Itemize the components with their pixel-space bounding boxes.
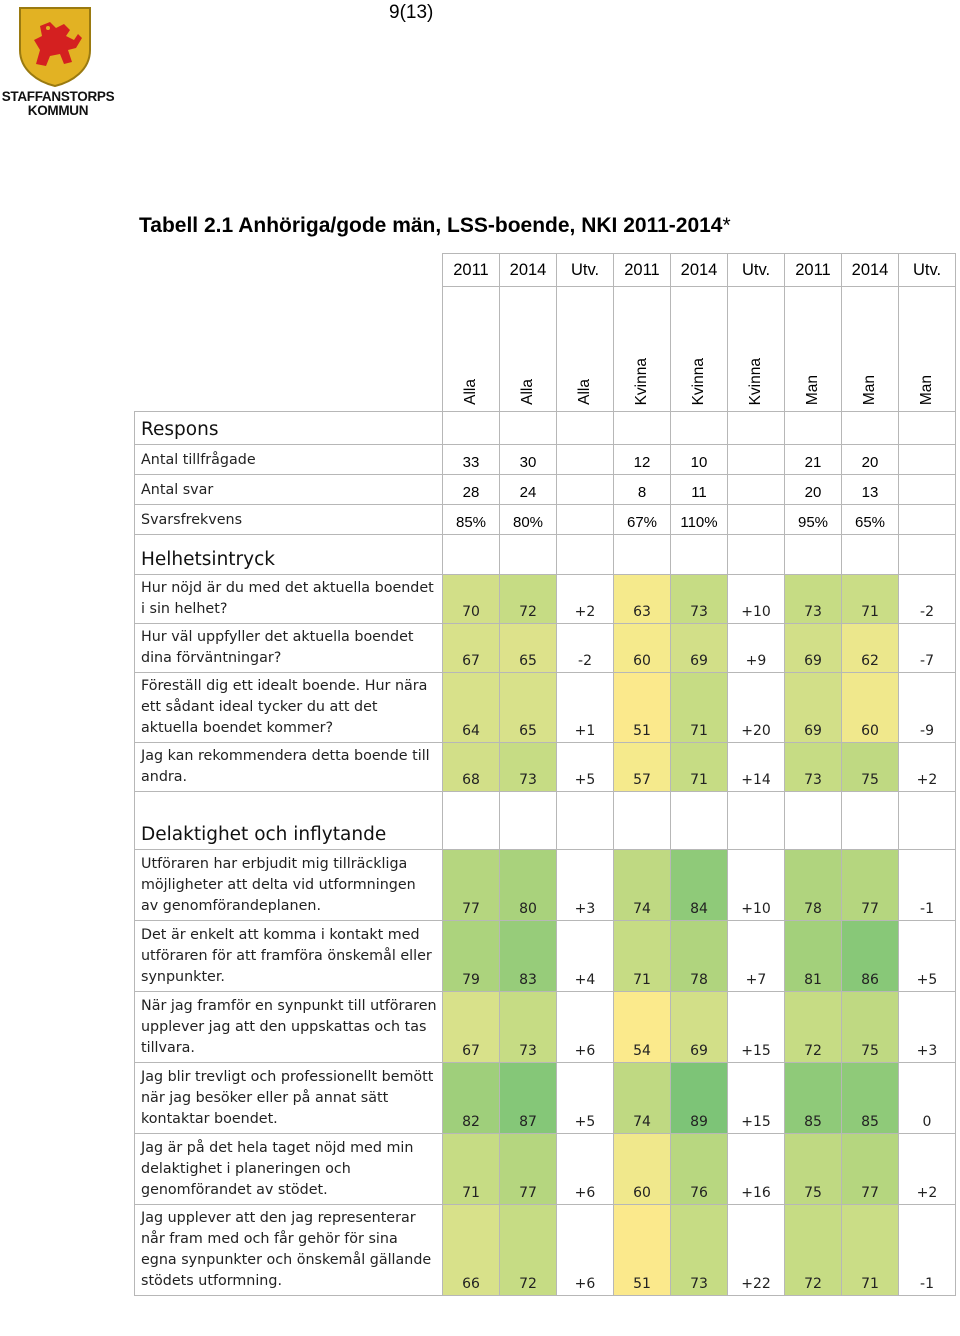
year-header: 2014 <box>500 254 557 287</box>
empty-cell <box>671 412 728 445</box>
table-row <box>135 505 956 535</box>
group-header <box>842 287 899 412</box>
score-cell: 67 <box>443 624 500 673</box>
score-cell: 77 <box>842 1134 899 1205</box>
score-cell: 82 <box>443 1063 500 1134</box>
score-cell: 69 <box>785 624 842 673</box>
score-cell: 68 <box>443 743 500 792</box>
section-title: Delaktighet och inflytande <box>135 792 443 850</box>
score-cell: 84 <box>671 850 728 921</box>
table-row <box>135 1063 956 1134</box>
score-cell: +2 <box>557 575 614 624</box>
score-cell: -7 <box>899 624 956 673</box>
count-cell <box>899 505 956 535</box>
score-cell: +9 <box>728 624 785 673</box>
score-cell: +16 <box>728 1134 785 1205</box>
table-row <box>135 743 956 792</box>
score-cell: 66 <box>443 1205 500 1296</box>
count-cell: 11 <box>671 475 728 505</box>
year-header: 2014 <box>842 254 899 287</box>
group-header-label: Man <box>804 374 821 405</box>
score-cell: +10 <box>728 575 785 624</box>
year-header: 2011 <box>785 254 842 287</box>
table-row <box>135 992 956 1063</box>
empty-cell <box>671 792 728 850</box>
score-cell: 71 <box>614 921 671 992</box>
score-cell: 60 <box>614 624 671 673</box>
table-title-text: Tabell 2.1 Anhöriga/gode män, LSS-boende, NKI 2011-2014 <box>139 214 723 237</box>
count-cell: 85% <box>443 505 500 535</box>
score-cell: 69 <box>671 624 728 673</box>
score-cell: 75 <box>785 1134 842 1205</box>
empty-cell <box>842 535 899 575</box>
score-cell: +5 <box>557 1063 614 1134</box>
section-title-row <box>135 792 956 850</box>
year-header: Utv. <box>728 254 785 287</box>
score-cell: 69 <box>671 992 728 1063</box>
empty-cell <box>785 792 842 850</box>
score-cell: -9 <box>899 673 956 743</box>
score-cell: +6 <box>557 1134 614 1205</box>
empty-cell <box>899 792 956 850</box>
group-header-label: Kvinna <box>747 357 764 405</box>
logo-line-1: STAFFANSTORPS <box>1 89 115 104</box>
score-cell: 51 <box>614 1205 671 1296</box>
score-cell: 73 <box>500 743 557 792</box>
table-title <box>139 214 731 238</box>
count-cell <box>557 505 614 535</box>
empty-cell <box>614 792 671 850</box>
row-label: Jag blir trevligt och professionellt bemött när jag besöker eller på annat sätt kontaktar boendet. <box>135 1063 443 1134</box>
score-cell: 79 <box>443 921 500 992</box>
section-title-row <box>135 535 956 575</box>
empty-cell <box>443 412 500 445</box>
score-cell: +7 <box>728 921 785 992</box>
group-header-label: Man <box>918 374 935 405</box>
table-title-suffix: * <box>722 214 731 237</box>
empty-cell <box>785 412 842 445</box>
score-cell: 75 <box>842 992 899 1063</box>
count-cell: 20 <box>785 475 842 505</box>
group-header-label: Alla <box>462 379 479 405</box>
score-cell: 77 <box>500 1134 557 1205</box>
score-cell: 71 <box>443 1134 500 1205</box>
empty-cell <box>728 792 785 850</box>
score-cell: 83 <box>500 921 557 992</box>
score-cell: 71 <box>842 575 899 624</box>
row-label: Föreställ dig ett idealt boende. Hur nära ett sådant ideal tycker du att det aktuella boendet kommer? <box>135 673 443 743</box>
score-cell: 81 <box>785 921 842 992</box>
score-cell: 71 <box>671 743 728 792</box>
row-label: Jag är på det hela taget nöjd med min delaktighet i planeringen och genomförandet av stödet. <box>135 1134 443 1205</box>
score-cell: +20 <box>728 673 785 743</box>
score-cell: +14 <box>728 743 785 792</box>
row-label: Antal tillfrågade <box>135 445 443 475</box>
score-cell: +3 <box>557 850 614 921</box>
score-cell: 78 <box>785 850 842 921</box>
count-cell: 24 <box>500 475 557 505</box>
score-cell: 77 <box>842 850 899 921</box>
year-header: 2011 <box>614 254 671 287</box>
score-cell: -2 <box>557 624 614 673</box>
score-cell: +5 <box>557 743 614 792</box>
table-row <box>135 921 956 992</box>
group-header-label: Kvinna <box>633 357 650 405</box>
section-title: Helhetsintryck <box>135 535 443 575</box>
empty-cell <box>443 792 500 850</box>
empty-cell <box>443 535 500 575</box>
nki-table <box>134 253 956 1296</box>
score-cell: 73 <box>785 743 842 792</box>
table-row <box>135 575 956 624</box>
table-row <box>135 850 956 921</box>
page-number: 9(13) <box>389 2 434 23</box>
row-label: Utföraren har erbjudit mig tillräckliga möjligheter att delta vid utformningen av genomförandeplanen. <box>135 850 443 921</box>
score-cell: 73 <box>500 992 557 1063</box>
count-cell <box>557 475 614 505</box>
year-header: 2014 <box>671 254 728 287</box>
group-header <box>899 287 956 412</box>
score-cell: -2 <box>899 575 956 624</box>
count-cell <box>728 445 785 475</box>
table-row <box>135 624 956 673</box>
count-cell: 30 <box>500 445 557 475</box>
score-cell: 74 <box>614 850 671 921</box>
empty-cell <box>500 412 557 445</box>
score-cell: 64 <box>443 673 500 743</box>
header-years-row <box>135 254 956 287</box>
coat-of-arms-icon <box>18 6 92 88</box>
score-cell: +10 <box>728 850 785 921</box>
score-cell: +22 <box>728 1205 785 1296</box>
row-label: När jag framför en synpunkt till utföraren upplever jag att den uppskattas och tas tillvara. <box>135 992 443 1063</box>
row-label: Hur väl uppfyller det aktuella boendet dina förväntningar? <box>135 624 443 673</box>
count-cell <box>728 475 785 505</box>
group-header <box>557 287 614 412</box>
empty-cell <box>785 535 842 575</box>
score-cell: +15 <box>728 992 785 1063</box>
count-cell: 13 <box>842 475 899 505</box>
score-cell: 89 <box>671 1063 728 1134</box>
score-cell: 65 <box>500 673 557 743</box>
group-header <box>785 287 842 412</box>
score-cell: +2 <box>899 1134 956 1205</box>
score-cell: +15 <box>728 1063 785 1134</box>
table-row <box>135 475 956 505</box>
score-cell: +1 <box>557 673 614 743</box>
score-cell: 54 <box>614 992 671 1063</box>
empty-cell <box>728 535 785 575</box>
score-cell: +6 <box>557 992 614 1063</box>
group-header-label: Alla <box>519 379 536 405</box>
score-cell: 73 <box>785 575 842 624</box>
year-header: Utv. <box>899 254 956 287</box>
score-cell: 72 <box>785 1205 842 1296</box>
count-cell: 21 <box>785 445 842 475</box>
score-cell: 78 <box>671 921 728 992</box>
group-header <box>614 287 671 412</box>
score-cell: +4 <box>557 921 614 992</box>
score-cell: +2 <box>899 743 956 792</box>
empty-cell <box>671 535 728 575</box>
empty-cell <box>899 535 956 575</box>
score-cell: 80 <box>500 850 557 921</box>
empty-cell <box>557 412 614 445</box>
score-cell: 77 <box>443 850 500 921</box>
group-header <box>728 287 785 412</box>
header-corner <box>135 254 443 287</box>
empty-cell <box>728 412 785 445</box>
empty-cell <box>557 792 614 850</box>
table-row <box>135 673 956 743</box>
table-row <box>135 445 956 475</box>
score-cell: 69 <box>785 673 842 743</box>
score-cell: -1 <box>899 850 956 921</box>
score-cell: 60 <box>614 1134 671 1205</box>
score-cell: +6 <box>557 1205 614 1296</box>
count-cell: 110% <box>671 505 728 535</box>
count-cell <box>899 475 956 505</box>
count-cell: 28 <box>443 475 500 505</box>
score-cell: 67 <box>443 992 500 1063</box>
section-title-row <box>135 412 956 445</box>
section-title: Respons <box>135 412 443 445</box>
year-header: Utv. <box>557 254 614 287</box>
table-row <box>135 1205 956 1296</box>
score-cell: 70 <box>443 575 500 624</box>
score-cell: 57 <box>614 743 671 792</box>
score-cell: 87 <box>500 1063 557 1134</box>
row-label: Jag upplever att den jag representerar når fram med och får gehör för sina egna synpunkter och önskemål gällande stödets utformning. <box>135 1205 443 1296</box>
row-label: Antal svar <box>135 475 443 505</box>
score-cell: 85 <box>842 1063 899 1134</box>
score-cell: 51 <box>614 673 671 743</box>
count-cell: 12 <box>614 445 671 475</box>
empty-cell <box>557 535 614 575</box>
count-cell: 20 <box>842 445 899 475</box>
count-cell: 80% <box>500 505 557 535</box>
empty-cell <box>842 412 899 445</box>
score-cell: 72 <box>785 992 842 1063</box>
score-cell: 72 <box>500 575 557 624</box>
score-cell: 63 <box>614 575 671 624</box>
score-cell: 73 <box>671 575 728 624</box>
empty-cell <box>899 412 956 445</box>
count-cell: 33 <box>443 445 500 475</box>
row-label: Svarsfrekvens <box>135 505 443 535</box>
header-spacer <box>135 287 443 412</box>
score-cell: 76 <box>671 1134 728 1205</box>
score-cell: +3 <box>899 992 956 1063</box>
score-cell: 71 <box>671 673 728 743</box>
row-label: Hur nöjd är du med det aktuella boendet i sin helhet? <box>135 575 443 624</box>
score-cell: 74 <box>614 1063 671 1134</box>
count-cell <box>557 445 614 475</box>
logo-text <box>0 90 116 118</box>
row-label: Jag kan rekommendera detta boende till andra. <box>135 743 443 792</box>
logo-line-2: KOMMUN <box>27 103 89 118</box>
empty-cell <box>500 792 557 850</box>
score-cell: 73 <box>671 1205 728 1296</box>
table-row <box>135 1134 956 1205</box>
score-cell: 65 <box>500 624 557 673</box>
empty-cell <box>614 412 671 445</box>
score-cell: +5 <box>899 921 956 992</box>
row-label: Det är enkelt att komma i kontakt med utföraren för att framföra önskemål eller synpunkter. <box>135 921 443 992</box>
score-cell: 0 <box>899 1063 956 1134</box>
empty-cell <box>614 535 671 575</box>
group-header-label: Alla <box>576 379 593 405</box>
count-cell: 8 <box>614 475 671 505</box>
score-cell: -1 <box>899 1205 956 1296</box>
count-cell <box>728 505 785 535</box>
header-groups-row <box>135 287 956 412</box>
group-header-label: Man <box>861 374 878 405</box>
count-cell <box>899 445 956 475</box>
count-cell: 95% <box>785 505 842 535</box>
score-cell: 71 <box>842 1205 899 1296</box>
count-cell: 67% <box>614 505 671 535</box>
score-cell: 75 <box>842 743 899 792</box>
count-cell: 65% <box>842 505 899 535</box>
score-cell: 72 <box>500 1205 557 1296</box>
score-cell: 85 <box>785 1063 842 1134</box>
empty-cell <box>500 535 557 575</box>
score-cell: 60 <box>842 673 899 743</box>
year-header: 2011 <box>443 254 500 287</box>
municipality-logo <box>0 2 116 124</box>
group-header <box>500 287 557 412</box>
score-cell: 62 <box>842 624 899 673</box>
group-header-label: Kvinna <box>690 357 707 405</box>
count-cell: 10 <box>671 445 728 475</box>
group-header <box>443 287 500 412</box>
group-header <box>671 287 728 412</box>
empty-cell <box>842 792 899 850</box>
score-cell: 86 <box>842 921 899 992</box>
